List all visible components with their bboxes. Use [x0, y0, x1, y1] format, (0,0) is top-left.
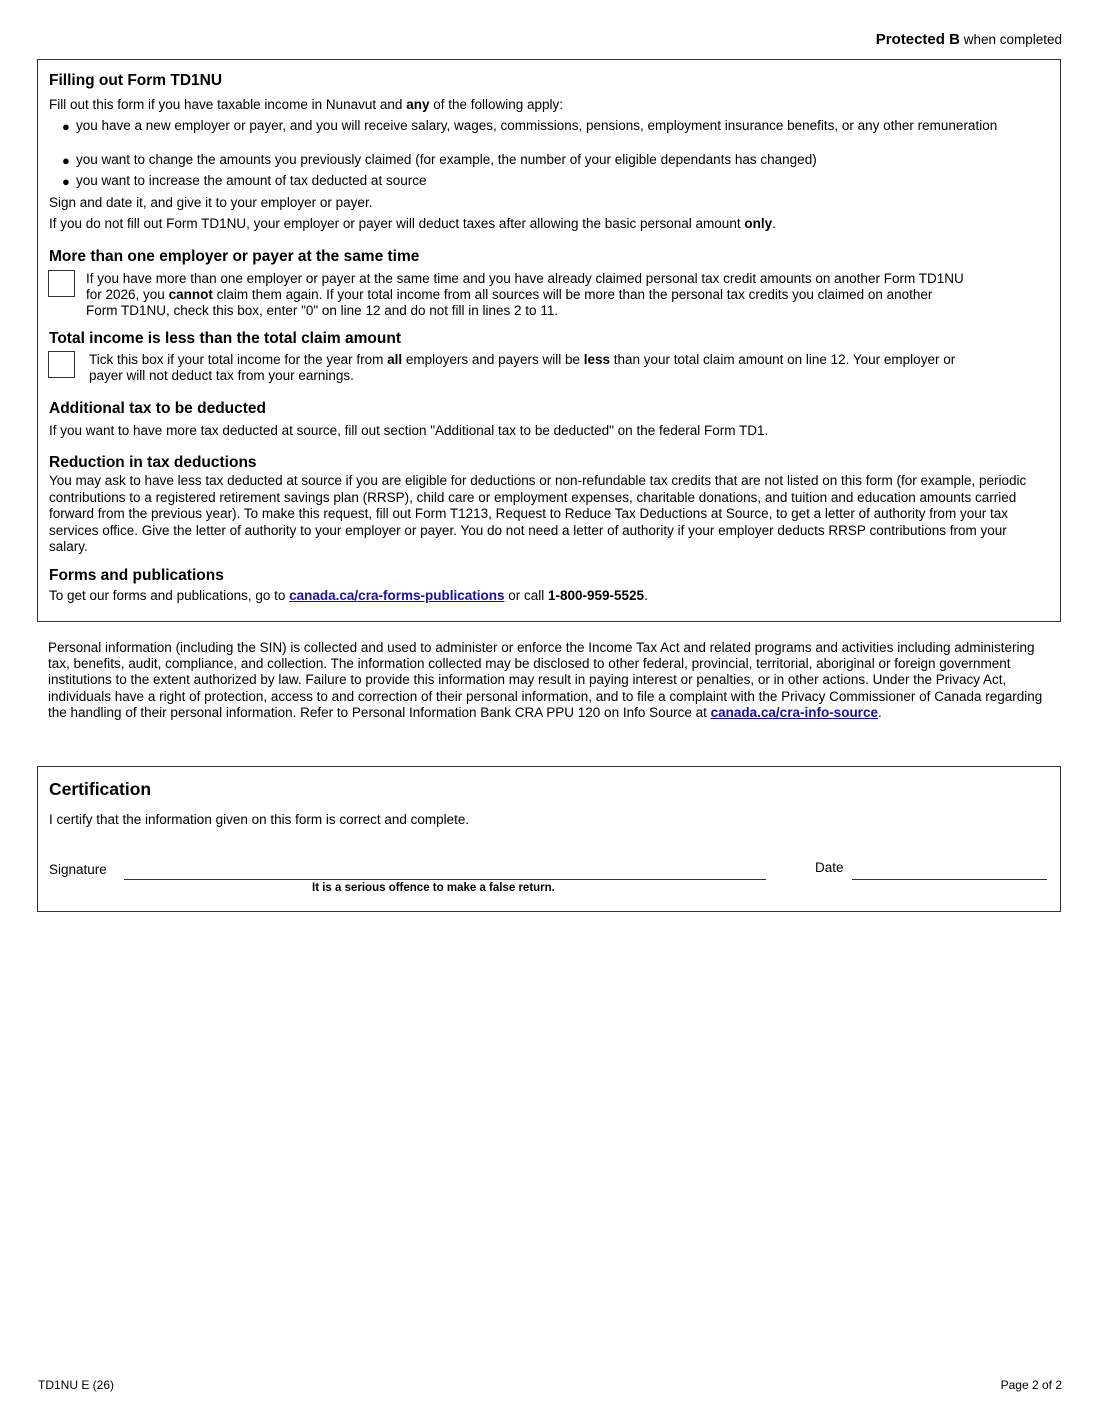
- certification-box: [37, 766, 1061, 912]
- info-source-link[interactable]: canada.ca/cra-info-source: [710, 704, 878, 720]
- additional-text: If you want to have more tax deducted at source, fill out section "Additional tax to be deducted" on the federal Form TD1.: [49, 423, 769, 438]
- protected-b-notice: [876, 31, 1062, 48]
- more-than-one-checkbox[interactable]: [48, 270, 75, 297]
- filling-intro: [49, 97, 563, 114]
- sign-instruction: Sign and date it, and give it to your employer or payer.: [49, 195, 373, 210]
- bullet-icon: ●: [62, 174, 70, 189]
- certification-text: I certify that the information given on this form is correct and complete.: [49, 812, 470, 827]
- ti-text-a: Tick this box if your total income for the year from: [89, 352, 388, 367]
- bullet-item: you want to increase the amount of tax deducted at source: [76, 173, 427, 188]
- forms-text-a: To get our forms and publications, go to: [49, 588, 290, 603]
- filling-title: Filling out Form TD1NU: [49, 72, 223, 89]
- ti-text-b: all: [387, 352, 403, 367]
- basic-text-c: .: [772, 216, 776, 231]
- basic-text-b: only: [744, 216, 773, 231]
- bullet-item: you have a new employer or payer, and you will receive salary, wages, commissions, pensions, employment insurance benefits, or any other remuneration: [76, 118, 998, 133]
- forms-title: Forms and publications: [49, 567, 224, 584]
- forms-text-b: or call: [504, 588, 548, 603]
- signature-label: Signature: [49, 862, 107, 877]
- mto-text-a: If you have more than one employer or payer at the same time and you have already claimed personal tax credit amounts on another Form TD1NU for 2026, you: [86, 271, 964, 302]
- protected-label: Protected B: [875, 31, 960, 48]
- additional-title: Additional tax to be deducted: [49, 400, 267, 417]
- reduction-text: You may ask to have less tax deducted at source if you are eligible for deductions or non-refundable tax credits that are not listed on this form (for example, periodic contributions to a registered retirement savings plan (RRSP), child care or employment expenses, charitable donations, and tuition and education amounts carried forward from the previous year). To make this request, fill out Form T1213, Request to Reduce Tax Deductions at Source, to get a letter of authority from your tax services office. Give the letter of authority to your employer or payer. You do not need a letter of authority if your employer deducts RRSP contributions from your salary.: [49, 473, 1027, 554]
- date-line[interactable]: [852, 879, 1047, 880]
- privacy-text: Personal information (including the SIN) is collected and used to administer or enforce the Income Tax Act and related programs and activities including administering tax, benefits, audit, compliance, and collection. The information collected may be disclosed to other federal, provincial, territorial, aboriginal or foreign government institutions to the extent authorized by law. Failure to provide this information may result in paying interest or penalties, or in other actions. Under the Privacy Act, individuals have a right of protection, access to and correction of their personal information, and to file a complaint with the Privacy Commissioner of Canada regarding the handling of their personal information. Refer to Personal Information Bank CRA PPU 120 on Info Source at: [48, 640, 1043, 720]
- reduction-title: Reduction in tax deductions: [49, 454, 257, 471]
- basic-text-a: If you do not fill out Form TD1NU, your employer or payer will deduct taxes after allowing the basic personal amount: [49, 216, 745, 231]
- protected-suffix: when completed: [959, 32, 1062, 47]
- false-return-warning: It is a serious offence to make a false return.: [312, 882, 555, 894]
- forms-link[interactable]: canada.ca/cra-forms-publications: [289, 588, 505, 603]
- privacy-notice: [48, 640, 1058, 721]
- signature-line[interactable]: [124, 879, 766, 880]
- page-number: Page 2 of 2: [1000, 1378, 1062, 1392]
- more-than-one-title: More than one employer or payer at the same time: [49, 248, 420, 265]
- forms-text: [49, 588, 648, 605]
- ti-text-e: than your total claim amount on line 12. Your employer or payer will not deduct tax from your earnings.: [89, 352, 956, 383]
- total-income-title: Total income is less than the total claim amount: [49, 330, 401, 347]
- forms-phone: 1-800-959-5525: [547, 588, 645, 603]
- mto-text-c: claim them again. If your total income from all sources will be more than the personal tax credits you claimed on another Form TD1NU, check this box, enter "0" on line 12 and do not fill in lines 2 to 11.: [86, 287, 933, 318]
- date-label: Date: [815, 860, 844, 875]
- bullet-item: you want to change the amounts you previously claimed (for example, the number of your eligible dependants has changed): [76, 152, 817, 167]
- intro-text-b: any: [406, 97, 430, 112]
- certification-title: Certification: [49, 779, 152, 799]
- intro-text-a: Fill out this form if you have taxable income in Nunavut and: [49, 97, 407, 112]
- form-id: TD1NU E (26): [38, 1378, 115, 1392]
- mto-text-b: cannot: [168, 287, 213, 302]
- bullet-icon: ●: [62, 119, 70, 134]
- ti-text-c: employers and payers will be: [402, 352, 584, 367]
- total-income-checkbox[interactable]: [48, 351, 75, 378]
- more-than-one-text: [86, 271, 966, 319]
- basic-amount-note: [49, 216, 776, 233]
- instructions-box: [37, 59, 1061, 622]
- ti-text-d: less: [583, 352, 610, 367]
- intro-text-c: of the following apply:: [429, 97, 564, 112]
- forms-text-c: .: [644, 588, 648, 603]
- total-income-text: [89, 352, 969, 384]
- privacy-end: .: [877, 704, 882, 720]
- bullet-icon: ●: [62, 153, 70, 168]
